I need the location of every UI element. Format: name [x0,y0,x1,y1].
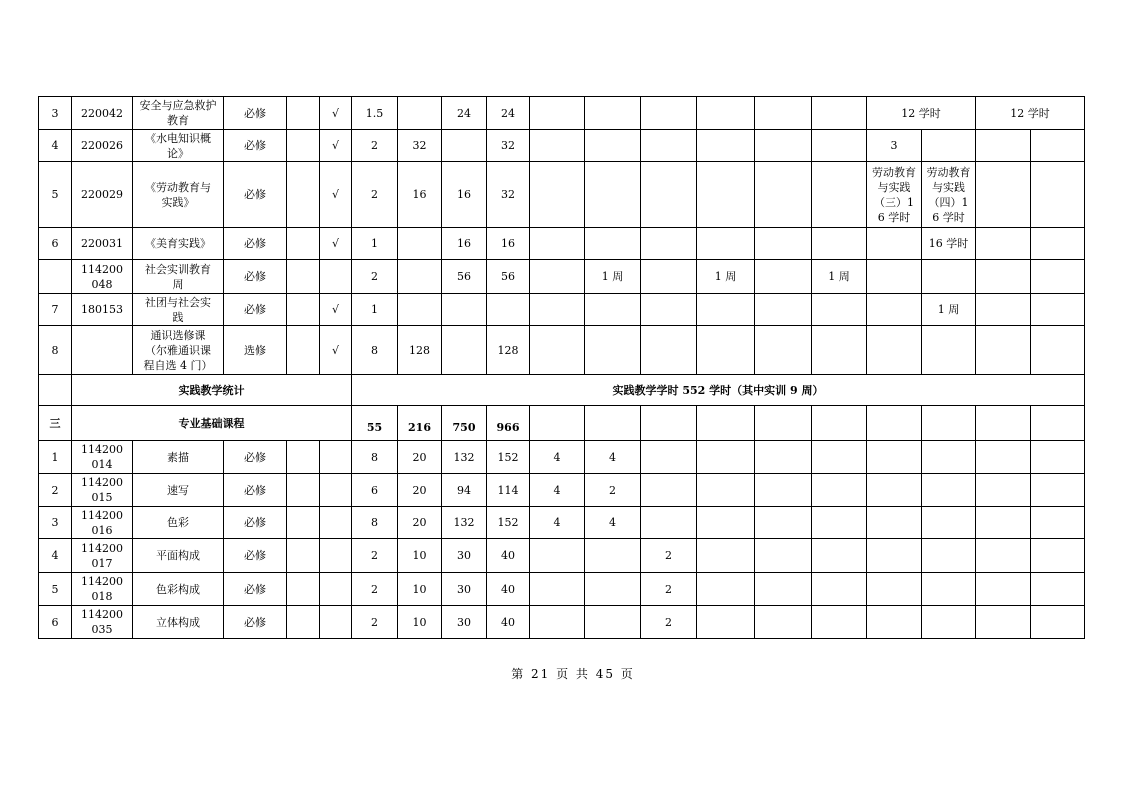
check-mark [320,260,352,294]
practice-hours [442,326,487,375]
course-type: 必修 [224,162,287,228]
course-code [72,606,133,639]
table-row [39,474,1085,507]
practice-hours: 30 [442,573,487,606]
course-name-text: 《劳动教育与实践》 [145,180,211,209]
credit: 2 [352,162,398,228]
course-name: 《美育实践》 [133,228,224,260]
table-row [39,294,1085,326]
semester-7: 3 [867,130,922,162]
theory-hours: 20 [398,507,442,539]
practice-hours: 16 [442,162,487,228]
course-code-text: 114200016 [81,508,123,537]
course-code: 220031 [72,228,133,260]
credit: 2 [352,606,398,639]
semester-3: 2 [641,606,697,639]
total-hours: 16 [487,228,530,260]
course-code-text: 114200014 [81,443,123,471]
semester-1: 4 [530,474,585,507]
practice-hours: 16 [442,228,487,260]
course-name [133,294,224,326]
course-code: 220042 [72,97,133,130]
course-name-text: 《水电知识概论》 [145,131,211,160]
semester-4: 1 周 [697,260,755,294]
page-footer: 第 21 页 共 45 页 [511,667,635,681]
total-hours [487,294,530,326]
practice-hours [442,130,487,162]
course-name-text: 社团与社会实践 [145,295,211,324]
course-name-text: 通识选修课（尔雅通识课程自选 4 门） [143,328,213,372]
check-mark: √ [320,326,352,375]
theory-hours: 16 [398,162,442,228]
table-row [39,507,1085,539]
practice-hours: 94 [442,474,487,507]
credit: 8 [352,441,398,474]
total-hours: 24 [487,97,530,130]
row-number: 4 [39,539,72,573]
practice-hours [442,294,487,326]
practice-stats-label: 实践教学统计 [72,375,352,406]
course-type: 必修 [224,606,287,639]
theory-hours: 10 [398,573,442,606]
semester-6: 1 周 [812,260,867,294]
course-code-text: 114200035 [81,608,123,636]
theory-hours [398,228,442,260]
course-name: 色彩构成 [133,573,224,606]
row-number: 4 [39,130,72,162]
check-mark: √ [320,228,352,260]
section-theory: 216 [398,406,442,441]
course-code [72,573,133,606]
row-number: 7 [39,294,72,326]
semester-2: 2 [585,474,641,507]
section-credit: 55 [352,406,398,441]
table-row [39,228,1085,260]
table-row [39,326,1085,375]
section-number: 三 [39,406,72,441]
check-mark: √ [320,294,352,326]
total-hours: 114 [487,474,530,507]
course-name: 平面构成 [133,539,224,573]
semester-8-text: 劳动教育与实践（四）16 学时 [926,165,971,224]
course-name [133,130,224,162]
course-code [72,260,133,294]
course-code [72,539,133,573]
table-row [39,441,1085,474]
row-number: 3 [39,97,72,130]
course-name [133,260,224,294]
semester-8 [922,162,976,228]
section-title: 专业基础课程 [72,406,352,441]
course-name-text: 社会实训教育周 [145,262,211,291]
credit: 2 [352,260,398,294]
semester-1: 4 [530,507,585,539]
credit: 1 [352,294,398,326]
practice-hours: 24 [442,97,487,130]
empty-cell [287,97,320,130]
total-hours: 40 [487,573,530,606]
course-code [72,474,133,507]
theory-hours [398,260,442,294]
course-type: 必修 [224,97,287,130]
row-number: 3 [39,507,72,539]
semester-2: 4 [585,507,641,539]
course-name: 速写 [133,474,224,507]
course-code [72,326,133,375]
course-code: 220026 [72,130,133,162]
practice-stats-row [39,375,1085,406]
course-type: 必修 [224,573,287,606]
credit: 1 [352,228,398,260]
row-number: 1 [39,441,72,474]
credit: 1.5 [352,97,398,130]
total-hours: 40 [487,606,530,639]
table-row [39,539,1085,573]
course-name: 立体构成 [133,606,224,639]
total-hours: 152 [487,441,530,474]
course-name: 素描 [133,441,224,474]
course-code-text: 114200017 [81,541,123,570]
section-total: 966 [487,406,530,441]
course-type: 必修 [224,130,287,162]
practice-hours: 56 [442,260,487,294]
table-row [39,162,1085,228]
credit: 2 [352,573,398,606]
practice-stats-summary: 实践教学学时 552 学时（其中实训 9 周） [352,375,1085,406]
check-mark: √ [320,97,352,130]
total-hours: 152 [487,507,530,539]
theory-hours: 20 [398,441,442,474]
row-number: 5 [39,162,72,228]
weekly-hours: 12 学时 [976,97,1085,130]
credit: 2 [352,130,398,162]
semester-8: 1 周 [922,294,976,326]
table-row [39,260,1085,294]
course-code: 180153 [72,294,133,326]
course-type: 选修 [224,326,287,375]
course-name: 安全与应急救护教育 [133,97,224,130]
theory-hours: 32 [398,130,442,162]
credit: 8 [352,507,398,539]
credit: 8 [352,326,398,375]
practice-hours: 30 [442,539,487,573]
row-number: 8 [39,326,72,375]
total-hours: 32 [487,130,530,162]
total-hours: 128 [487,326,530,375]
semester-1: 4 [530,441,585,474]
theory-hours [398,97,442,130]
table-row [39,606,1085,639]
course-type: 必修 [224,474,287,507]
semester-2: 4 [585,441,641,474]
semester-2: 1 周 [585,260,641,294]
course-schedule-table [38,96,1085,639]
course-code-text: 114200048 [81,262,123,291]
semester-3: 2 [641,573,697,606]
row-number: 5 [39,573,72,606]
theory-hours: 128 [398,326,442,375]
theory-hours: 10 [398,606,442,639]
weekly-hours: 12 学时 [867,97,976,130]
row-number: 2 [39,474,72,507]
semester-7 [867,162,922,228]
total-hours: 56 [487,260,530,294]
course-name [133,326,224,375]
course-code [72,441,133,474]
row-number: 6 [39,228,72,260]
course-name: 色彩 [133,507,224,539]
theory-hours: 10 [398,539,442,573]
row-number: 6 [39,606,72,639]
check-mark: √ [320,162,352,228]
course-name [133,162,224,228]
course-type: 必修 [224,294,287,326]
course-code: 220029 [72,162,133,228]
total-hours: 40 [487,539,530,573]
course-type: 必修 [224,441,287,474]
theory-hours: 20 [398,474,442,507]
course-code [72,507,133,539]
practice-hours: 132 [442,441,487,474]
table-row [39,130,1085,162]
practice-hours: 132 [442,507,487,539]
course-code-text: 114200015 [81,476,123,504]
course-code-text: 114200018 [81,575,123,603]
section-practice: 750 [442,406,487,441]
course-type: 必修 [224,539,287,573]
course-type: 必修 [224,228,287,260]
semester-7-text: 劳动教育与实践（三）16 学时 [872,165,916,224]
course-type: 必修 [224,507,287,539]
table-row [39,573,1085,606]
row-number [39,260,72,294]
table-row [39,97,1085,130]
credit: 2 [352,539,398,573]
section-header-row [39,406,1085,441]
total-hours: 32 [487,162,530,228]
semester-3: 2 [641,539,697,573]
semester-8: 16 学时 [922,228,976,260]
practice-hours: 30 [442,606,487,639]
check-mark: √ [320,130,352,162]
course-type: 必修 [224,260,287,294]
credit: 6 [352,474,398,507]
theory-hours [398,294,442,326]
